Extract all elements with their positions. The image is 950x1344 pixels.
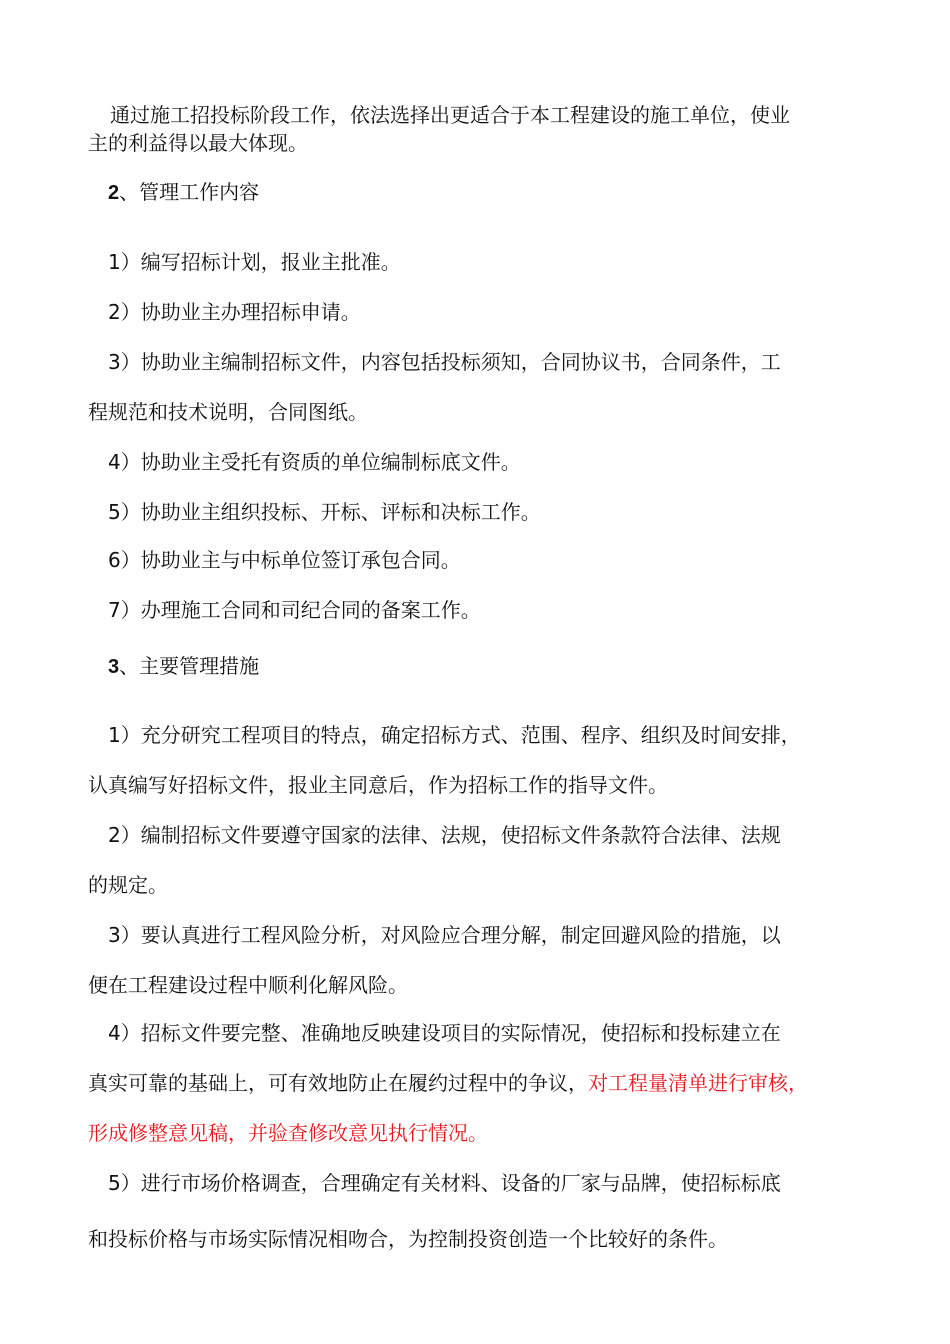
list-item: 1）编写招标计划，报业主批准。 xyxy=(108,250,401,274)
measure-2-line-2: 的规定。 xyxy=(88,873,168,897)
intro-line-1: 通过施工招投标阶段工作，依法选择出更适合于本工程建设的施工单位，使业 xyxy=(110,103,790,127)
list-item: 5）协助业主组织投标、开标、评标和决标工作。 xyxy=(108,500,541,524)
list-item: 7）办理施工合同和司纪合同的备案工作。 xyxy=(108,598,481,622)
section-2-title: 、管理工作内容 xyxy=(119,180,260,204)
section-2-heading xyxy=(108,178,898,207)
measure-1-line-1: 1）充分研究工程项目的特点，确定招标方式、范围、程序、组织及时间安排， xyxy=(108,723,801,747)
measure-1-line-2: 认真编写好招标文件，报业主同意后，作为招标工作的指导文件。 xyxy=(88,773,668,797)
measure-5-line-2: 和投标价格与市场实际情况相吻合，为控制投资创造一个比较好的条件。 xyxy=(88,1227,728,1251)
measure-3-line-2: 便在工程建设过程中顺利化解风险。 xyxy=(88,973,408,997)
list-item: 3）协助业主编制招标文件，内容包括投标须知，合同协议书，合同条件，工 xyxy=(108,350,781,374)
measure-4-line-2 xyxy=(88,1069,878,1097)
section-3-heading xyxy=(108,652,898,681)
intro-line-2: 主的利益得以最大体现。 xyxy=(88,131,308,155)
measure-4-highlight-line: 形成修整意见稿，并验查修改意见执行情况。 xyxy=(88,1121,488,1145)
measure-2-line-1: 2）编制招标文件要遵守国家的法律、法规，使招标文件条款符合法律、法规 xyxy=(108,823,781,847)
section-2-number: 2 xyxy=(108,182,120,204)
list-item: 2）协助业主办理招标申请。 xyxy=(108,300,361,324)
measure-3-line-1: 3）要认真进行工程风险分析，对风险应合理分解，制定回避风险的措施，以 xyxy=(108,923,781,947)
section-3-number: 3 xyxy=(108,656,120,678)
list-item-continuation: 程规范和技术说明，合同图纸。 xyxy=(88,400,368,424)
list-item: 6）协助业主与中标单位签订承包合同。 xyxy=(108,548,461,572)
measure-4-highlight: 对工程量清单进行审核， xyxy=(588,1071,808,1095)
section-3-title: 、主要管理措施 xyxy=(119,654,260,678)
list-item: 4）协助业主受托有资质的单位编制标底文件。 xyxy=(108,450,521,474)
measure-4-text: 真实可靠的基础上，可有效地防止在履约过程中的争议， xyxy=(88,1071,588,1095)
measure-4-line-1: 4）招标文件要完整、准确地反映建设项目的实际情况，使招标和投标建立在 xyxy=(108,1021,781,1045)
measure-5-line-1: 5）进行市场价格调查，合理确定有关材料、设备的厂家与品牌，使招标标底 xyxy=(108,1171,781,1195)
